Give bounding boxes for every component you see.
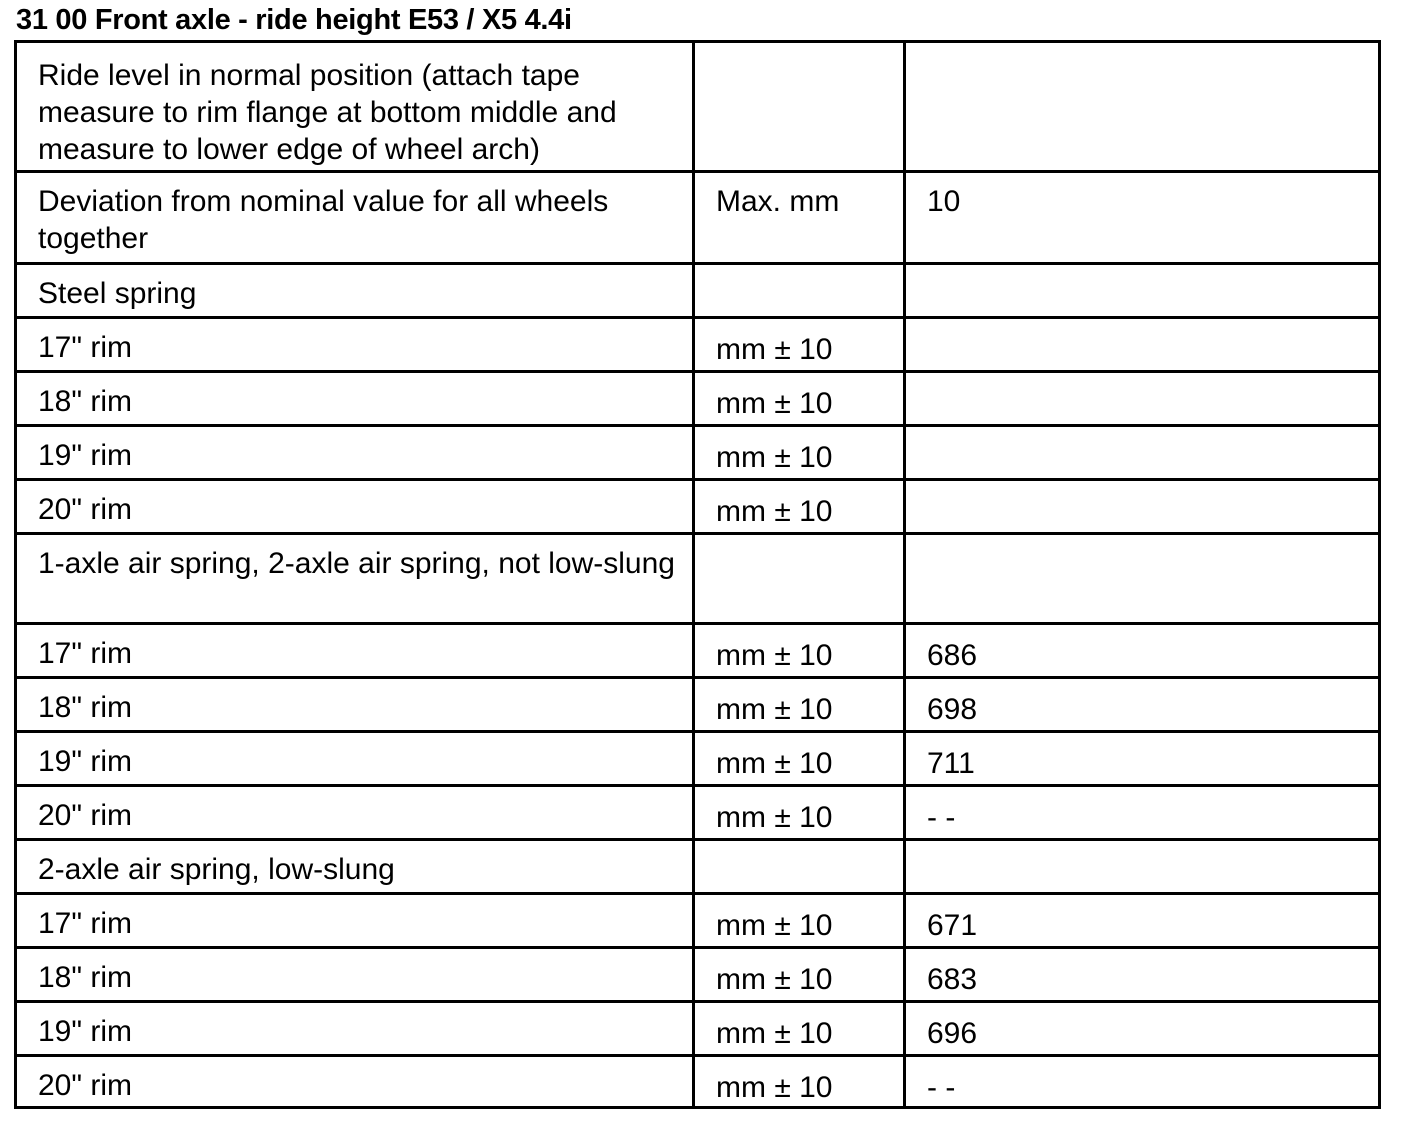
row-value xyxy=(905,534,1380,624)
table-row xyxy=(16,480,1380,534)
row-unit: mm ± 10 xyxy=(694,480,905,534)
row-unit: mm ± 10 xyxy=(694,372,905,426)
row-value xyxy=(905,480,1380,534)
table-row xyxy=(16,678,1380,732)
row-value xyxy=(905,42,1380,172)
document-title: 31 00 Front axle - ride height E53 / X5 4.4i xyxy=(16,4,572,36)
row-unit: mm ± 10 xyxy=(694,678,905,732)
row-label: 18" rim xyxy=(16,372,694,426)
row-value: 698 xyxy=(905,678,1380,732)
row-label: 17" rim xyxy=(16,894,694,948)
row-value xyxy=(905,426,1380,480)
row-unit: mm ± 10 xyxy=(694,1002,905,1056)
row-value: - - xyxy=(905,1056,1380,1108)
row-unit: mm ± 10 xyxy=(694,1056,905,1108)
row-label: 18" rim xyxy=(16,948,694,1002)
row-unit xyxy=(694,534,905,624)
row-unit: mm ± 10 xyxy=(694,318,905,372)
row-label: 20" rim xyxy=(16,786,694,840)
row-value xyxy=(905,840,1380,894)
table-row xyxy=(16,732,1380,786)
table-row xyxy=(16,318,1380,372)
table-row xyxy=(16,42,1380,172)
row-label: Ride level in normal position (attach tape measure to rim flange at bottom middle and measure to lower edge of wheel arch) xyxy=(16,42,694,172)
row-unit: mm ± 10 xyxy=(694,732,905,786)
row-unit: mm ± 10 xyxy=(694,426,905,480)
row-unit: mm ± 10 xyxy=(694,894,905,948)
row-label: 20" rim xyxy=(16,1056,694,1108)
row-value: 671 xyxy=(905,894,1380,948)
row-label: 17" rim xyxy=(16,624,694,678)
row-value: 711 xyxy=(905,732,1380,786)
table-row xyxy=(16,1002,1380,1056)
table-row xyxy=(16,894,1380,948)
table-row xyxy=(16,426,1380,480)
ride-height-table xyxy=(14,40,1381,1109)
row-unit: mm ± 10 xyxy=(694,786,905,840)
table-row xyxy=(16,172,1380,264)
row-value: 696 xyxy=(905,1002,1380,1056)
row-unit: mm ± 10 xyxy=(694,624,905,678)
row-unit xyxy=(694,840,905,894)
row-label: 18" rim xyxy=(16,678,694,732)
row-unit: mm ± 10 xyxy=(694,948,905,1002)
row-unit: Max. mm xyxy=(694,172,905,264)
row-label: 19" rim xyxy=(16,732,694,786)
row-label: 1-axle air spring, 2-axle air spring, not low-slung xyxy=(16,534,694,624)
row-unit xyxy=(694,264,905,318)
table-row xyxy=(16,948,1380,1002)
row-label: 19" rim xyxy=(16,426,694,480)
row-label: 19" rim xyxy=(16,1002,694,1056)
table-row xyxy=(16,1056,1380,1108)
row-value: - - xyxy=(905,786,1380,840)
table-row xyxy=(16,786,1380,840)
row-label: 2-axle air spring, low-slung xyxy=(16,840,694,894)
row-value: 10 xyxy=(905,172,1380,264)
table-row xyxy=(16,372,1380,426)
row-label: Deviation from nominal value for all wheels together xyxy=(16,172,694,264)
table-row xyxy=(16,534,1380,624)
row-value: 683 xyxy=(905,948,1380,1002)
row-unit xyxy=(694,42,905,172)
row-value xyxy=(905,264,1380,318)
row-label: 20" rim xyxy=(16,480,694,534)
row-value xyxy=(905,372,1380,426)
table-row xyxy=(16,624,1380,678)
row-label: 17" rim xyxy=(16,318,694,372)
table-row xyxy=(16,264,1380,318)
row-value: 686 xyxy=(905,624,1380,678)
table-row xyxy=(16,840,1380,894)
row-value xyxy=(905,318,1380,372)
row-label: Steel spring xyxy=(16,264,694,318)
